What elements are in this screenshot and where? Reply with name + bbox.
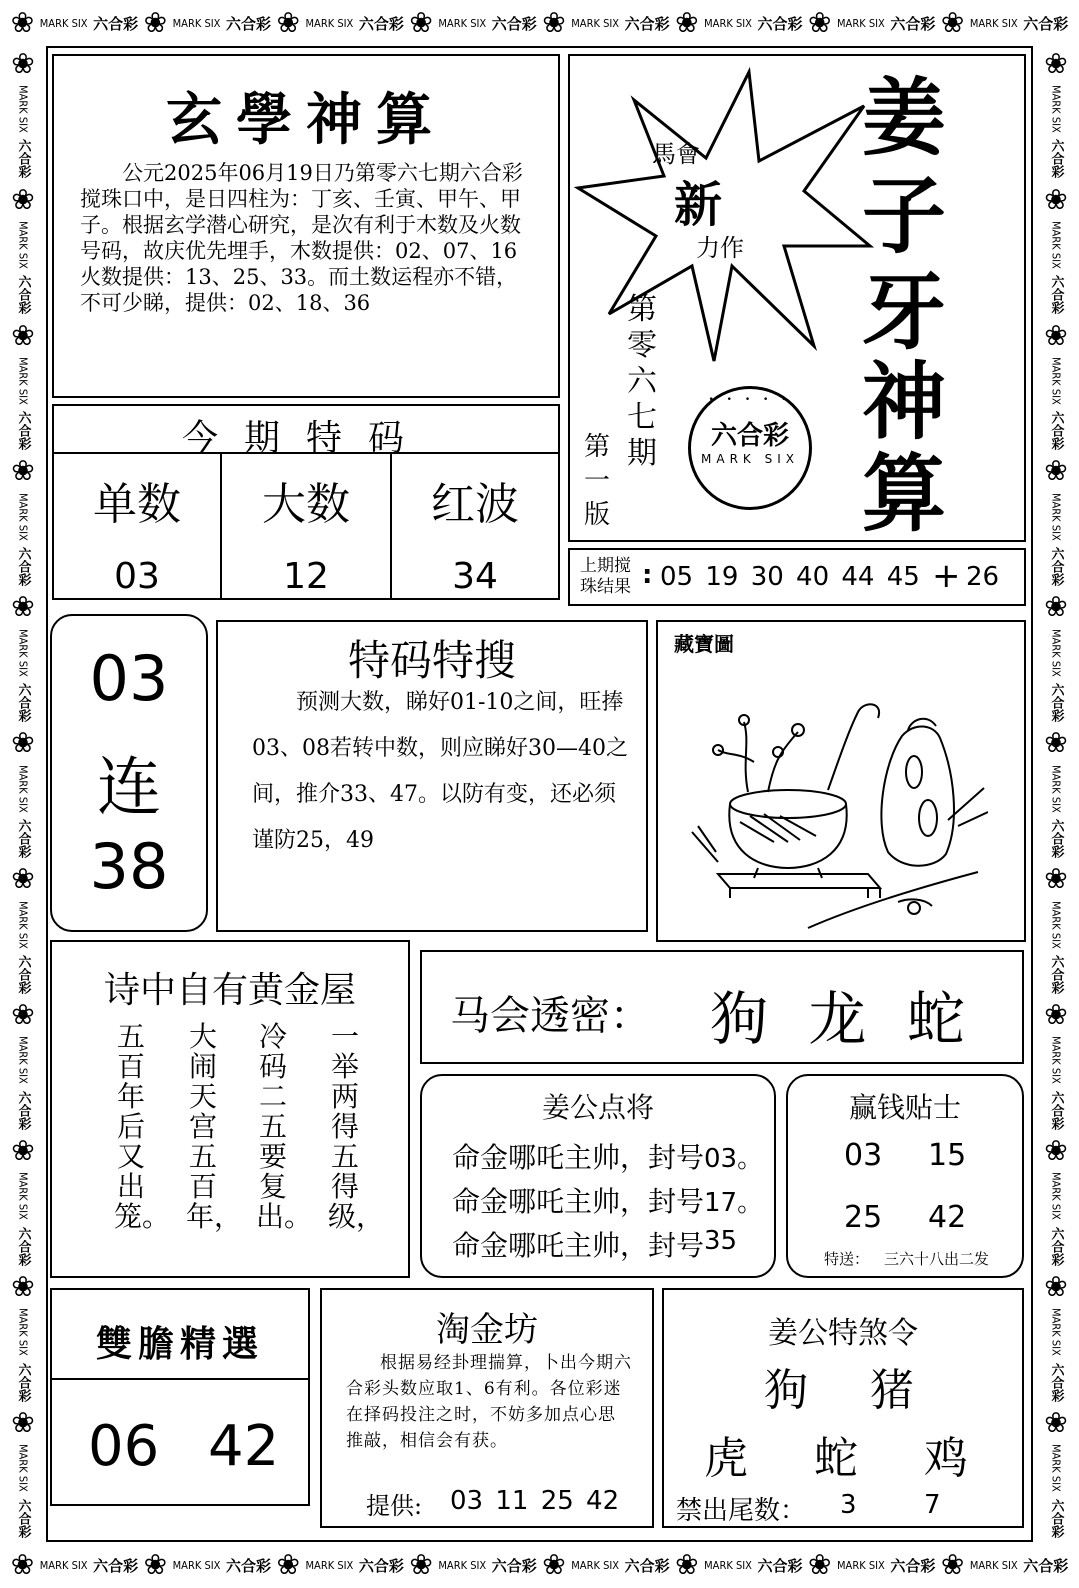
mahui-box [420,950,1024,1064]
liuhecai-logo-text: 六合彩 [1048,1363,1064,1403]
flower-icon: ❀ [675,1548,699,1581]
flower-icon: ❀ [1044,182,1068,216]
edition-label: 第一版 [583,432,610,530]
tips-box [786,1074,1024,1278]
liuhecai-logo-text: 六合彩 [93,14,139,33]
mark-six-text: MARK SIX [1049,900,1063,949]
tips-note-label: 特送： [824,1250,870,1268]
mark-six-text: MARK SIX [305,16,354,30]
lian-mid-text: 连 [97,751,161,825]
mahui-label: 马会透密： [450,993,650,1039]
liuhecai-logo-text: 六合彩 [890,14,936,33]
logo-sub-text: MARK SIX [701,452,799,466]
bottom-border-band [0,1542,1079,1588]
mark-six-text: MARK SIX [16,628,30,677]
liuhecai-logo-text: 六合彩 [1048,275,1064,315]
mark-six-text: MARK SIX [837,1558,885,1572]
temateso-box [216,620,648,932]
last-result-numbers: 05 19 30 40 44 45 [660,562,920,592]
mark-six-text: MARK SIX [438,1558,487,1572]
top-border-band [0,0,1079,46]
liuhecai-logo-text: 六合彩 [93,1556,139,1575]
flower-icon: ❀ [675,6,699,39]
treasure-illustration [688,692,988,932]
liuhecai-logo-text: 六合彩 [15,1363,31,1403]
taojin-box [320,1288,654,1528]
liuhecai-logo-text: 六合彩 [15,1091,31,1131]
mark-six-text: MARK SIX [39,1558,88,1572]
xuanxue-box [52,54,560,398]
masthead-char: 子 [862,166,947,265]
mark-six-text: MARK SIX [1049,1308,1063,1357]
mark-six-text: MARK SIX [16,492,30,541]
lian-top-number: 03 [89,642,169,715]
flower-icon: ❀ [11,46,35,80]
flower-icon: ❀ [808,6,832,39]
mark-six-text: MARK SIX [16,220,30,269]
liuhecai-logo-text: 六合彩 [225,1556,271,1575]
taojin-title: 淘金坊 [436,1310,538,1350]
shaling-animal: 猪 [870,1365,914,1416]
liuhecai-logo-text: 六合彩 [491,14,537,33]
shaling-animal: 狗 [764,1365,808,1416]
flower-icon: ❀ [1044,1134,1068,1168]
flower-icon: ❀ [1044,454,1068,488]
liuhecai-logo-text: 六合彩 [15,1499,31,1539]
tips-number: 03 [844,1138,883,1173]
xuanxue-title: 玄學神算 [166,87,446,153]
mark-six-text: MARK SIX [969,1558,1018,1572]
liuhecai-logo-text: 六合彩 [1048,1227,1064,1267]
taojin-text: 根据易经卦理揣算，卜出今期六合彩头数应取1、6有利。各位彩迷在择码投注之时，不妨多加点心思推敲，相信会有获。 [346,1353,632,1451]
tips-note-text: 三六十八出二发 [884,1250,990,1268]
liuhecai-logo-text: 六合彩 [1048,1091,1064,1131]
mark-six-text: MARK SIX [438,16,487,30]
liuhecai-logo-text: 六合彩 [15,275,31,315]
logo-main-text: 六合彩 [710,421,789,451]
jianggong-number: 17。 [704,1188,764,1218]
flower-icon: ❀ [11,590,35,624]
liuhecai-logo-text: 六合彩 [15,683,31,723]
taojin-provide-label: 提供: [366,1492,423,1520]
shaling-title: 姜公特煞令 [768,1316,918,1351]
masthead-char: 姜 [862,68,947,167]
mark-six-text: MARK SIX [16,1036,30,1085]
tips-number: 15 [928,1138,967,1173]
liuhecai-logo-text: 六合彩 [1023,14,1069,33]
flower-icon: ❀ [11,182,35,216]
flower-icon: ❀ [1044,590,1068,624]
flower-icon: ❀ [1044,1406,1068,1440]
liuhecai-logo-text: 六合彩 [624,14,670,33]
shaling-animal: 蛇 [814,1433,858,1484]
jianggong-number: 03。 [704,1144,764,1174]
mark-six-text: MARK SIX [39,16,88,30]
liuhecai-logo-text: 六合彩 [890,1556,936,1575]
liuhecai-logo-text: 六合彩 [757,14,803,33]
mark-six-text: MARK SIX [16,356,30,405]
flower-icon: ❀ [1044,862,1068,896]
liuhecai-logo-text: 六合彩 [15,1227,31,1267]
mark-six-text: MARK SIX [16,1308,30,1357]
jinqi-number: 12 [283,556,329,597]
last-result-plus: + [932,556,961,596]
last-result-label [580,556,631,598]
flower-icon: ❀ [11,1134,35,1168]
flower-icon: ❀ [1044,998,1068,1032]
jianggong-line: 命金哪吒主帅，封号 [452,1185,705,1218]
jinqi-label: 大数 [262,479,350,530]
flower-icon: ❀ [143,6,168,39]
poem-box [50,940,410,1278]
star-burst-icon [574,66,874,366]
masthead-char: 牙 [862,262,947,361]
treasure-box [656,620,1026,942]
flower-icon: ❀ [542,6,566,39]
flower-icon: ❀ [11,862,35,896]
jinqi-title: 今期特码 [181,418,430,459]
shaling-tail-label: 禁出尾数： [676,1496,807,1526]
jinqi-box [52,404,560,600]
mark-six-text: MARK SIX [16,1444,30,1493]
mark-six-text: MARK SIX [571,1558,620,1572]
mark-six-text: MARK SIX [305,1558,354,1572]
mahui-animals: 狗 龙 蛇 [710,985,965,1053]
jinqi-cell [54,454,222,598]
tips-title: 赢钱贴士 [848,1091,961,1124]
liuhecai-logo-text: 六合彩 [1048,683,1064,723]
flower-icon: ❀ [1044,46,1068,80]
poem-column: 一举两得五得级， [328,1020,385,1233]
flower-icon: ❀ [276,6,300,39]
flower-icon: ❀ [940,1548,965,1581]
tips-number: 42 [928,1200,967,1235]
flower-icon: ❀ [10,1548,35,1581]
liuhecai-logo-text: 六合彩 [358,14,404,33]
flower-icon: ❀ [1044,726,1068,760]
last-result-special: 26 [966,562,1000,592]
liuhecai-logo-text: 六合彩 [1048,411,1064,451]
xuanxue-text: 公元2025年06月19日乃第零六七期六合彩搅珠口中，是日四柱为：丁亥、壬寅、甲午、甲子。根据玄学潜心研究，是次有利于木数及火数号码，故庆优先埋手，木数提供：02、07、16火数提供：13、25、33。而土数运程亦不错，不可少睇，提供：02、18、36 [80,161,523,315]
shaling-tail-number: 7 [924,1490,941,1520]
temateso-title: 特码特搜 [347,636,516,685]
liuhecai-logo-text: 六合彩 [1048,819,1064,859]
jianggong-number: 35 [704,1226,738,1256]
shuangdan-number: 06 [88,1414,160,1479]
tips-number: 25 [844,1200,883,1235]
shaling-box [662,1288,1024,1528]
flower-icon: ❀ [11,726,35,760]
lian-bottom-number: 38 [89,830,169,903]
mark-six-text: MARK SIX [704,1558,752,1572]
flower-icon: ❀ [11,318,35,352]
mark-six-text: MARK SIX [172,1558,221,1572]
poem-column: 大闹天宫五百年， [186,1020,243,1233]
last-result-box [568,548,1026,606]
jinqi-cell [222,454,392,598]
liuhecai-logo-text: 六合彩 [15,819,31,859]
liuhecai-logo-text: 六合彩 [1048,955,1064,995]
liuhecai-logo-text: 六合彩 [225,14,271,33]
masthead-box [568,54,1026,542]
liuhecai-logo-text: 六合彩 [1048,1499,1064,1539]
liuhecai-logo-text: 六合彩 [15,955,31,995]
poem-column: 冷码二五要复出。 [256,1020,313,1233]
jianggong-box [420,1074,776,1278]
temateso-text: 预测大数，睇好01-10之间，旺捧03、08若转中数，则应睇好30—40之间，推介33、47。以防有变，还必须谨防25，49 [252,690,628,853]
liuhecai-logo-text: 六合彩 [624,1556,670,1575]
mark-six-logo: • • • • • 六合彩 MARK SIX [688,386,812,510]
mark-six-text: MARK SIX [1049,1444,1063,1493]
mark-six-text: MARK SIX [16,84,30,133]
shaling-animal: 鸡 [924,1433,968,1484]
taojin-provide-numbers: 03 11 25 42 [450,1486,620,1516]
liuhecai-logo-text: 六合彩 [491,1556,537,1575]
jinqi-label: 单数 [93,479,181,530]
mark-six-text: MARK SIX [1049,1036,1063,1085]
flower-icon: ❀ [11,1270,35,1304]
flower-icon: ❀ [1044,1270,1068,1304]
mark-six-text: MARK SIX [571,16,620,30]
liuhecai-logo-text: 六合彩 [1048,547,1064,587]
mark-six-text: MARK SIX [1049,628,1063,677]
mark-six-text: MARK SIX [16,764,30,813]
last-result-label-line: 上期搅 [580,556,631,576]
flower-icon: ❀ [11,998,35,1032]
star-mid-text: 新 [674,177,723,233]
mark-six-text: MARK SIX [969,16,1018,30]
liuhecai-logo-text: 六合彩 [15,547,31,587]
last-result-colon: : [642,560,653,590]
flower-icon: ❀ [10,6,35,39]
flower-icon: ❀ [11,1406,35,1440]
star-top-text: 馬會 [652,140,700,168]
mark-six-text: MARK SIX [1049,764,1063,813]
mark-six-text: MARK SIX [704,16,752,30]
shuangdan-number: 42 [208,1414,280,1479]
mark-six-text: MARK SIX [1049,220,1063,269]
mark-six-text: MARK SIX [837,16,885,30]
mark-six-text: MARK SIX [1049,1172,1063,1221]
treasure-title: 藏寶圖 [674,632,734,656]
liuhecai-logo-text: 六合彩 [15,139,31,179]
liuhecai-logo-text: 六合彩 [15,411,31,451]
lian-box [50,614,208,932]
liuhecai-logo-text: 六合彩 [1048,139,1064,179]
flower-icon: ❀ [1044,318,1068,352]
jinqi-number: 34 [452,556,498,597]
poem-title: 诗中自有黄金屋 [103,970,356,1011]
flower-icon: ❀ [940,6,965,39]
flower-icon: ❀ [276,1548,300,1581]
masthead-char: 神 [862,352,947,451]
flower-icon: ❀ [11,454,35,488]
issue-number: 第零六七期 [627,292,657,471]
shuangdan-box [50,1288,310,1506]
flower-icon: ❀ [409,1548,433,1581]
jianggong-line: 命金哪吒主帅，封号 [452,1229,705,1262]
poem-column: 五百年后又出笼。 [114,1020,171,1233]
liuhecai-logo-text: 六合彩 [358,1556,404,1575]
mark-six-text: MARK SIX [1049,492,1063,541]
left-border-band [0,46,46,1542]
mark-six-text: MARK SIX [1049,356,1063,405]
masthead-char: 算 [862,444,947,543]
flower-icon: ❀ [542,1548,566,1581]
shuangdan-title: 雙膽精選 [95,1323,264,1365]
shaling-animal: 虎 [704,1433,748,1484]
liuhecai-logo-text: 六合彩 [757,1556,803,1575]
right-border-band [1033,46,1079,1542]
last-result-label-line: 珠结果 [580,577,631,597]
jianggong-title: 姜公点将 [541,1091,654,1124]
flower-icon: ❀ [409,6,433,39]
flower-icon: ❀ [808,1548,832,1581]
mark-six-text: MARK SIX [1049,84,1063,133]
jinqi-number: 03 [114,556,160,597]
jinqi-label: 红波 [431,479,519,530]
star-bottom-text: 力作 [696,234,744,262]
mark-six-text: MARK SIX [172,16,221,30]
mark-six-text: MARK SIX [16,1172,30,1221]
shaling-tail-number: 3 [840,1490,857,1520]
jinqi-cell [392,454,558,598]
liuhecai-logo-text: 六合彩 [1023,1556,1069,1575]
mark-six-text: MARK SIX [16,900,30,949]
flower-icon: ❀ [143,1548,168,1581]
jianggong-line: 命金哪吒主帅，封号 [452,1141,705,1174]
